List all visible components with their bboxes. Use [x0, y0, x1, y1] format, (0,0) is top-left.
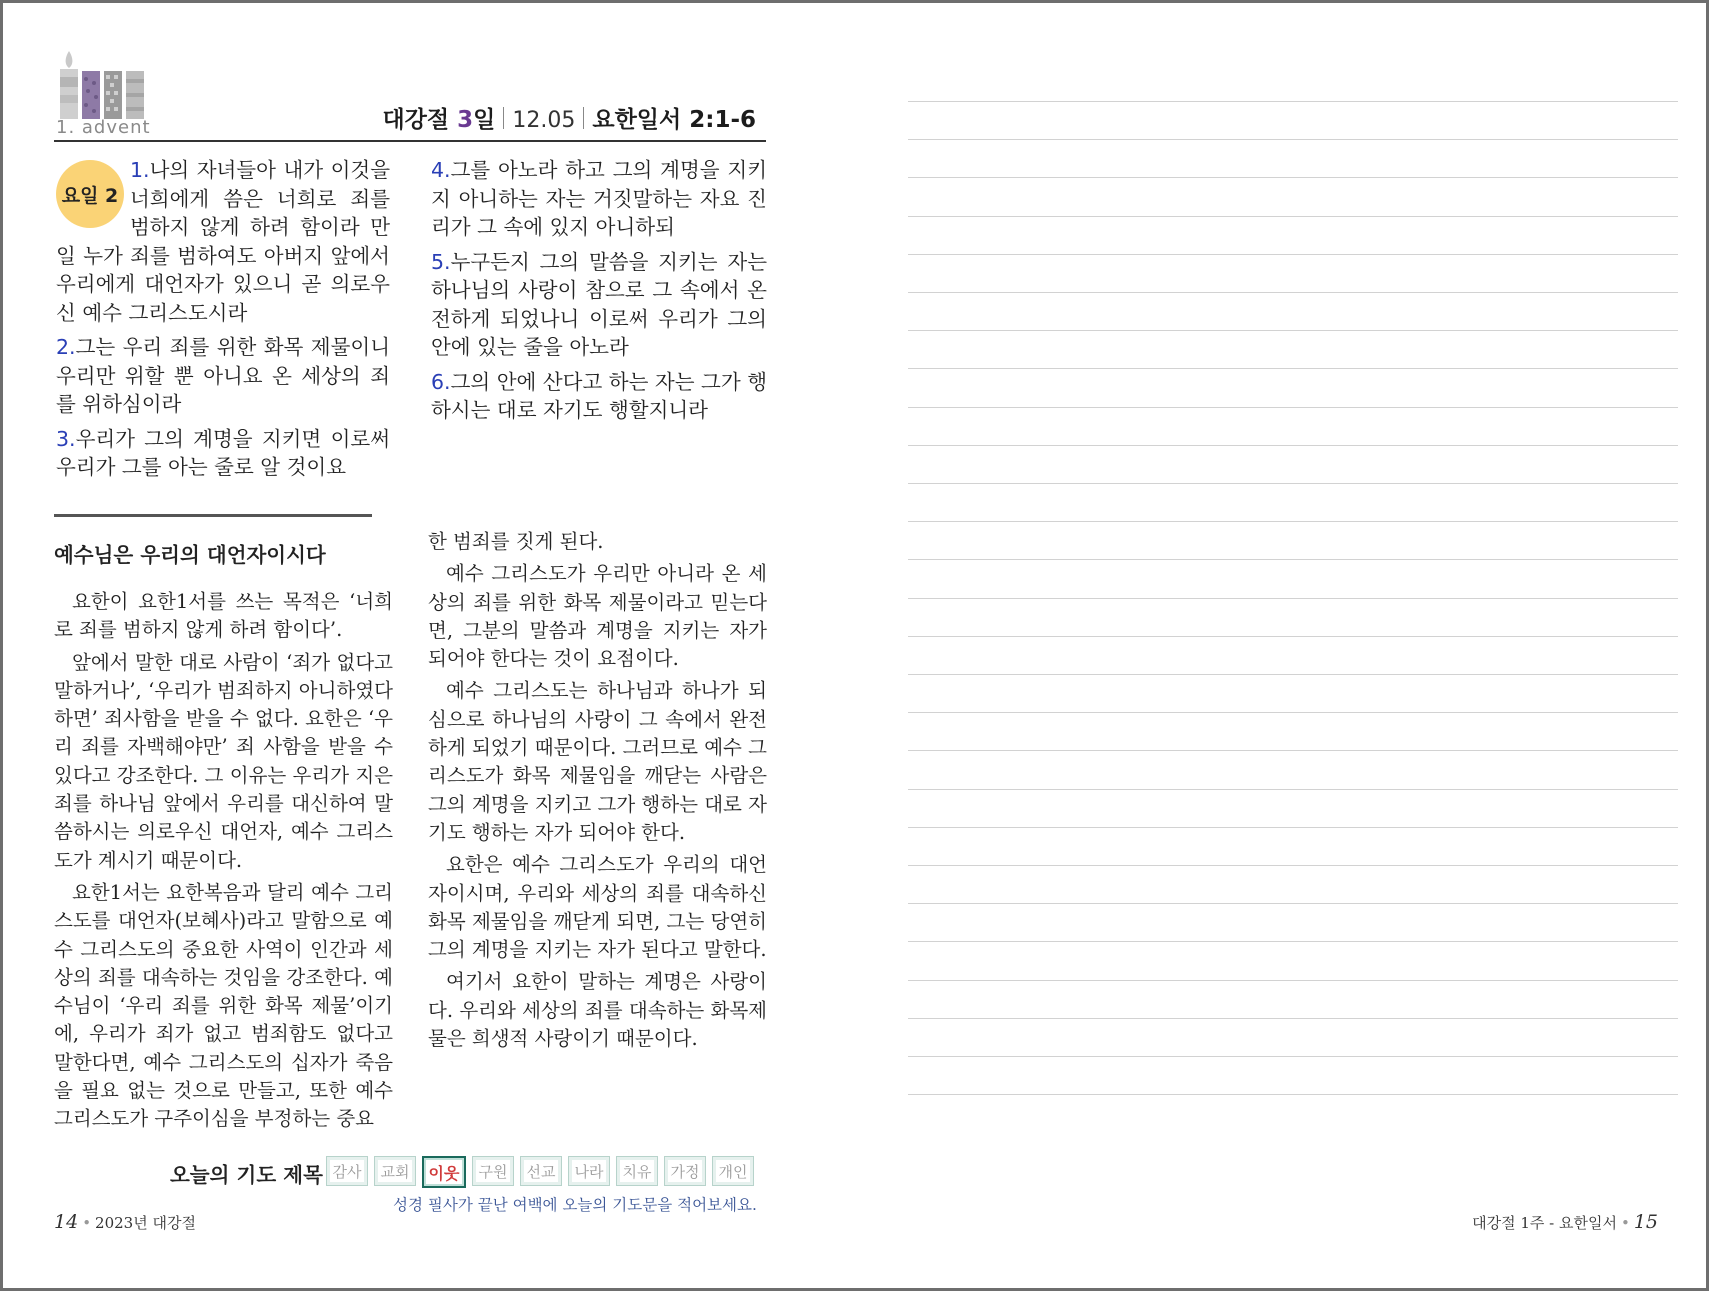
- page-number: 14: [54, 1211, 79, 1233]
- page-number: 15: [1633, 1211, 1658, 1233]
- writing-line: [908, 750, 1678, 751]
- prayer-note: 성경 필사가 끝난 여백에 오늘의 기도문을 적어보세요.: [393, 1196, 757, 1214]
- writing-line: [908, 101, 1678, 102]
- verse-number: 6.: [431, 369, 451, 394]
- footer-right: 대강절 1주 - 요한일서 • 15: [1472, 1211, 1658, 1233]
- section-divider: [54, 514, 372, 517]
- writing-line: [908, 1056, 1678, 1057]
- writing-line: [908, 903, 1678, 904]
- commentary-paragraph: 요한은 예수 그리스도가 우리의 대언자이시며, 우리와 세상의 죄를 대속하신 화목 제물임을 깨닫게 되면, 그는 당연히 그의 계명을 지키는 자가 된다고 말한다.: [428, 853, 767, 962]
- writing-line: [908, 1094, 1678, 1095]
- writing-line: [908, 827, 1678, 828]
- prayer-topic-family[interactable]: 가정: [664, 1156, 706, 1186]
- writing-line: [908, 368, 1678, 369]
- writing-line: [908, 292, 1678, 293]
- verse: [431, 156, 767, 242]
- header-separator: [583, 107, 584, 129]
- verse-number: 4.: [431, 158, 451, 182]
- writing-line: [908, 216, 1678, 217]
- verses-left-column: [56, 156, 390, 488]
- writing-line: [908, 865, 1678, 866]
- season-day-number: 3: [457, 107, 474, 133]
- header-date: 12.05: [512, 108, 576, 133]
- page-header: [382, 101, 756, 134]
- verse-number: 5.: [431, 249, 451, 274]
- writing-line: [908, 980, 1678, 981]
- verse-number: 1.: [130, 158, 150, 182]
- writing-area[interactable]: [908, 101, 1678, 1151]
- commentary-right-column: [428, 528, 767, 1057]
- verse: [56, 425, 390, 482]
- footer-left: 14 • 2023년 대강절: [54, 1211, 196, 1233]
- writing-line: [908, 598, 1678, 599]
- writing-line: [908, 789, 1678, 790]
- writing-line: [908, 559, 1678, 560]
- commentary-paragraph: 예수 그리스도가 우리만 아니라 온 세상의 죄를 위한 화목 제물이라고 믿는다면, 그분의 말씀과 계명을 지키는 자가 되어야 한다는 것이 요점이다.: [428, 562, 767, 671]
- prayer-topic-personal[interactable]: 개인: [712, 1156, 754, 1186]
- book-chapter-badge: 요일 2: [56, 160, 124, 228]
- writing-line: [908, 139, 1678, 140]
- commentary-paragraph: 앞에서 말한 대로 사람이 ‘죄가 없다고 말하거나’, ‘우리가 범죄하지 아니하였다 하면’ 죄사함을 받을 수 없다. 요한은 ‘우리 죄를 자백해야만’ 죄 사함을 받을 수 있다고 강조한다. 그 이유는 우리가 지은 죄를 하나님 앞에서 우리를 대신하여 말씀하시는 의로우신 대언자, 예수 그리스도가 계시기 때문이다.: [54, 650, 393, 872]
- commentary-title: 예수님은 우리의 대언자이시다: [54, 543, 326, 567]
- logo-text: 1. advent: [56, 117, 151, 138]
- commentary-paragraph: 요한이 요한1서를 쓰는 목적은 ‘너희로 죄를 범하지 않게 하려 함이다’.: [54, 590, 393, 642]
- commentary-paragraph: 한 범죄를 짓게 된다.: [428, 530, 604, 553]
- verse: [431, 368, 767, 425]
- writing-line: [908, 941, 1678, 942]
- prayer-topic-mission[interactable]: 선교: [520, 1156, 562, 1186]
- writing-line: [908, 674, 1678, 675]
- verse-number: 2.: [56, 335, 76, 359]
- commentary-paragraph: 요한1서는 요한복음과 달리 예수 그리스도를 대언자(보혜사)라고 말함으로 예수 그리스도의 중요한 사역이 인간과 세상의 죄를 대속하는 것임을 강조한다. 예수님이 ‘우리 죄를 위한 화목 제물’이기에, 우리가 죄가 없고 범죄함도 없다고 말한다면, 예수 그리스도의 십자가 죽음을 필요 없는 것으로 만들고, 또한 예수 그리스도가 구주이심을 부정하는 중요: [54, 880, 393, 1131]
- writing-line: [908, 1018, 1678, 1019]
- verse-text: 우리가 그의 계명을 지키면 이로써 우리가 그를 아는 줄로 알 것이요: [56, 426, 390, 479]
- prayer-topic-salvation[interactable]: 구원: [472, 1156, 514, 1186]
- commentary-paragraph: 여기서 요한이 말하는 계명은 사랑이다. 우리와 세상의 죄를 대속하는 화목제물은 희생적 사랑이기 때문이다.: [428, 970, 767, 1051]
- commentary-paragraph: 예수 그리스도는 하나님과 하나가 되심으로 하나님의 사랑이 그 속에서 완전하게 되었기 때문이다. 그러므로 예수 그리스도가 화목 제물임을 깨닫는 사람은 그의 계명을 지키고 그가 행하는 대로 자기도 행하는 자가 되어야 한다.: [428, 679, 767, 844]
- writing-line: [908, 712, 1678, 713]
- prayer-topic-thanks[interactable]: 감사: [326, 1156, 368, 1186]
- verse-text: 그는 우리 죄를 위한 화목 제물이니 우리만 위할 뿐 아니요 온 세상의 죄를 위하심이라: [56, 335, 390, 416]
- commentary-left-column: [54, 588, 393, 1138]
- verse-text: 그를 아노라 하고 그의 계명을 지키지 아니하는 자는 거짓말하는 자요 진리가 그 속에 있지 아니하되: [431, 158, 767, 239]
- prayer-topic-neighbor[interactable]: 이웃: [422, 1156, 466, 1188]
- prayer-topics-label: 오늘의 기도 제목: [170, 1163, 323, 1187]
- verse-text: 그의 안에 산다고 하는 자는 그가 행하시는 대로 자기도 행할지니라: [431, 369, 767, 422]
- writing-line: [908, 407, 1678, 408]
- prayer-topics: [326, 1156, 760, 1188]
- verse-text: 나의 자녀들아 내가 이것을 너희에게 씀은 너희로 죄를 범하지 않게 하려 함이라 만일 누가 죄를 범하여도 아버지 앞에서 우리에게 대언자가 있으니 곧 의로우신 예수 그리스도시라: [56, 158, 390, 325]
- verses-right-column: [431, 156, 767, 431]
- footer-text: 대강절 1주 - 요한일서: [1472, 1214, 1617, 1232]
- verse: [431, 248, 767, 362]
- writing-line: [908, 445, 1678, 446]
- footer-text: 2023년 대강절: [95, 1214, 196, 1232]
- writing-line: [908, 483, 1678, 484]
- verse: [56, 333, 390, 419]
- verse-number: 3.: [56, 426, 76, 451]
- prayer-topic-healing[interactable]: 치유: [616, 1156, 658, 1186]
- scripture-reference: 요한일서 2:1-6: [592, 107, 756, 133]
- prayer-topic-church[interactable]: 교회: [374, 1156, 416, 1186]
- writing-line: [908, 636, 1678, 637]
- header-separator: [503, 107, 504, 129]
- verse-text: 누구든지 그의 말씀을 지키는 자는 하나님의 사랑이 참으로 그 속에서 온전하게 되었나니 이로써 우리가 그의 안에 있는 줄을 아노라: [431, 249, 767, 359]
- writing-line: [908, 330, 1678, 331]
- season-title: 대강절 3일: [382, 107, 496, 133]
- writing-line: [908, 177, 1678, 178]
- header-divider: [54, 140, 766, 142]
- writing-line: [908, 254, 1678, 255]
- writing-line: [908, 521, 1678, 522]
- prayer-topic-nation[interactable]: 나라: [568, 1156, 610, 1186]
